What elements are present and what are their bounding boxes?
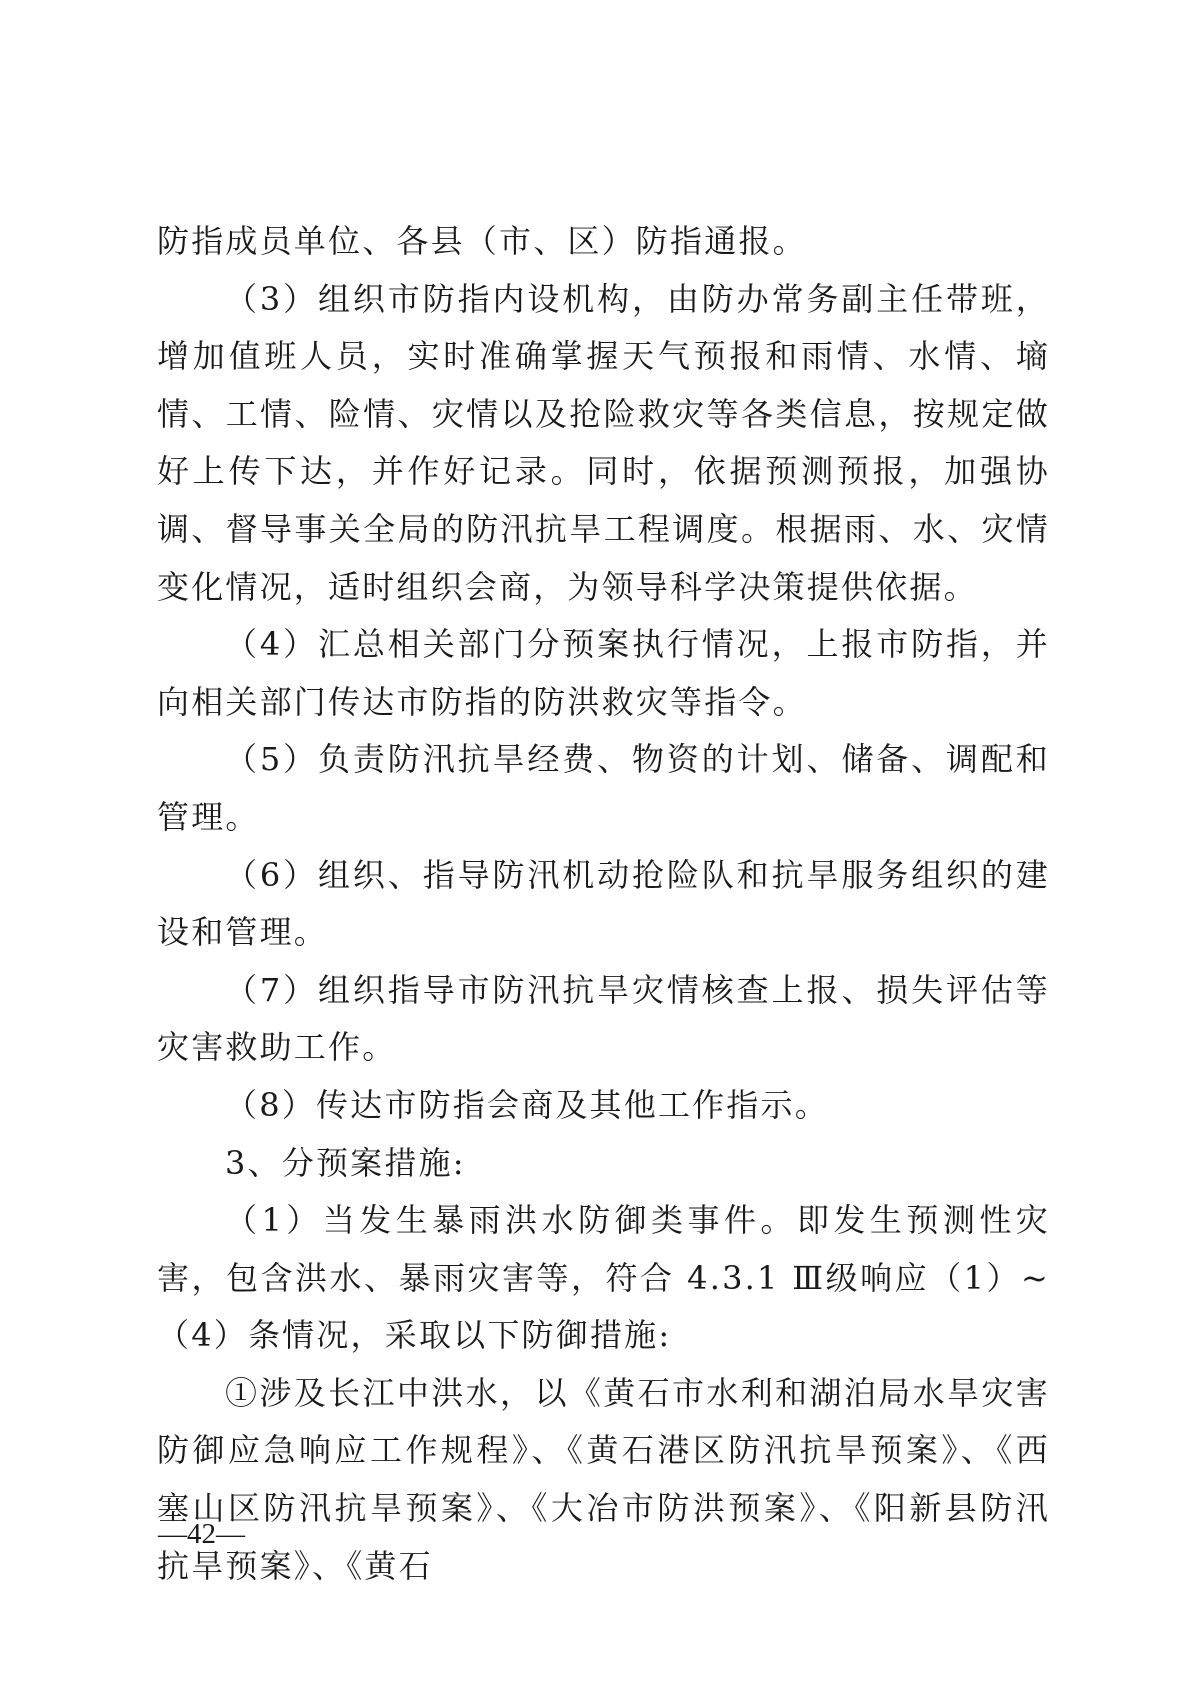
paragraph: ①涉及长江中洪水，以《黄石市水利和湖泊局水旱灾害防御应急响应工作规程》、《黄石港区防汛抗旱预案》、《西塞山区防汛抗旱预案》、《大冶市防洪预案》、《阳新县防汛抗旱预案》、《黄石 <box>157 1373 1050 1585</box>
paragraph: （5）负责防汛抗旱经费、物资的计划、储备、调配和管理。 <box>157 740 1050 836</box>
paragraph: （7）组织指导市防汛抗旱灾情核查上报、损失评估等灾害救助工作。 <box>157 970 1050 1067</box>
paragraph: （1）当发生暴雨洪水防御类事件。即发生预测性灾害，包含洪水、暴雨灾害等，符合 4.3.1 Ⅲ级响应（1）~（4）条情况，采取以下防御措施: <box>157 1201 1050 1355</box>
paragraph: 防指成员单位、各县（市、区）防指通报。 <box>157 222 807 260</box>
paragraph: （4）汇总相关部门分预案执行情况，上报市防指，并向相关部门传达市防指的防洪救灾等指令。 <box>157 625 1050 721</box>
document-body <box>157 213 1050 1595</box>
paragraph: （8）传达市防指会商及其他工作指示。 <box>225 1085 829 1124</box>
paragraph: 3、分预案措施: <box>225 1143 466 1182</box>
paragraph: （6）组织、指导防汛机动抢险队和抗旱服务组织的建设和管理。 <box>157 855 1050 952</box>
paragraph: （3）组织市防指内设机构，由防办常务副主任带班，增加值班人员，实时准确掌握天气预报和雨情、水情、墒情、工情、险情、灾情以及抢险救灾等各类信息，按规定做好上传下达，并作好记录。同时，依据预测预报，加强协调、督导事关全局的防汛抗旱工程调度。根据雨、水、灾情变化情况，适时组织会商，为领导科学决策提供依据。 <box>157 279 1050 606</box>
page-number: —42— <box>158 1518 245 1550</box>
